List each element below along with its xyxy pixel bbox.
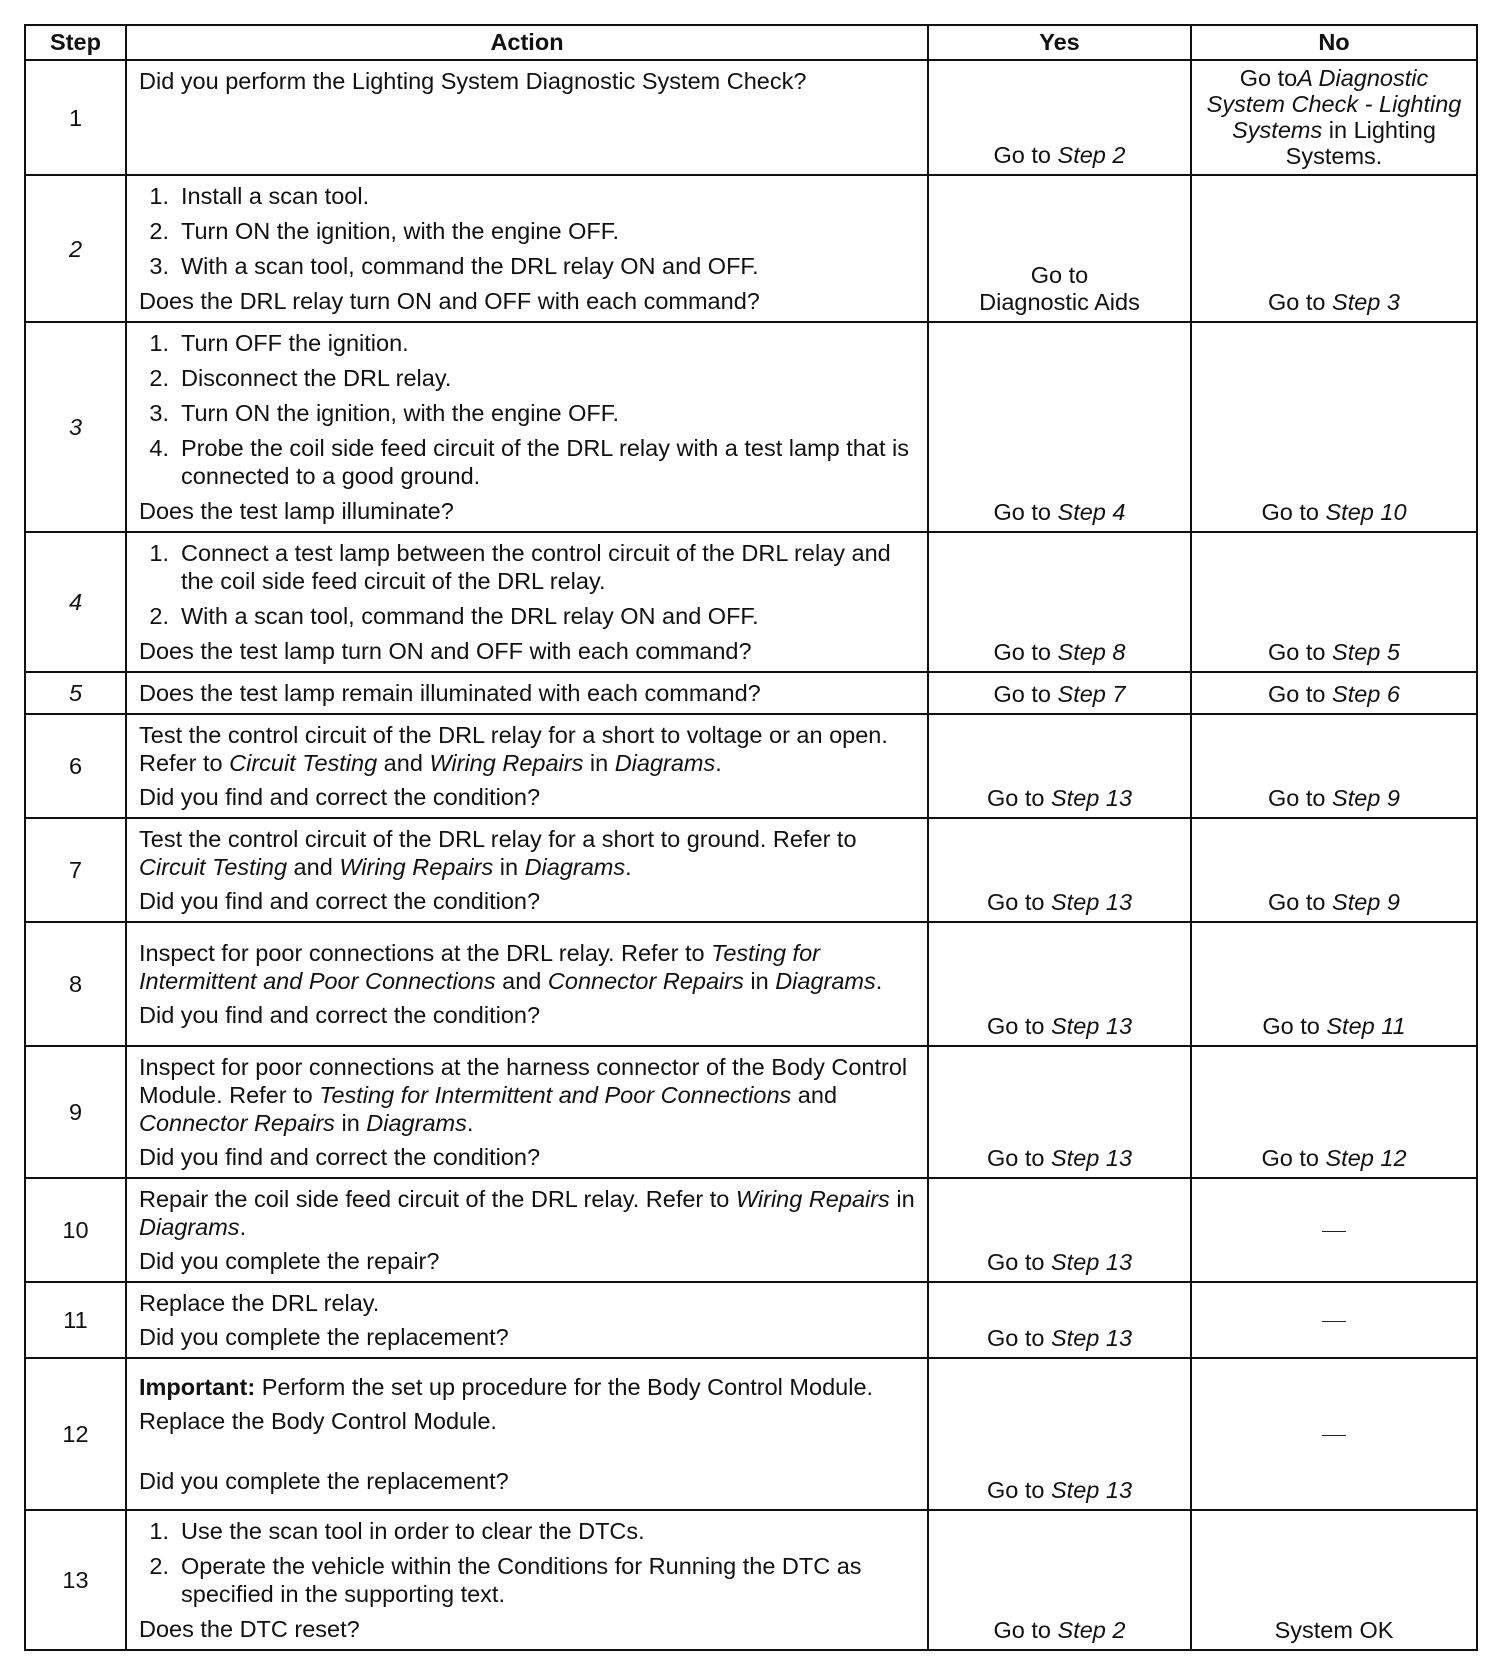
list-item: 1. Use the scan tool in order to clear the DTCs. [149, 1518, 645, 1544]
no-cell [1191, 1510, 1477, 1650]
no-step-ref: Step 9 [1332, 785, 1400, 811]
no-result: System OK [1274, 1617, 1394, 1643]
yes-step-ref: Step 13 [1051, 1249, 1133, 1275]
table-row [25, 322, 1477, 532]
yes-cell [928, 1282, 1191, 1358]
step-number: 4 [25, 532, 126, 672]
yes-cell [928, 175, 1191, 322]
action-cell [126, 1358, 928, 1510]
yes-prefix: Go to [993, 499, 1058, 525]
no-step-ref: Step 10 [1325, 499, 1407, 525]
question: Does the test lamp remain illuminated with each command? [139, 680, 761, 706]
yes-line-1: Go to [1030, 262, 1089, 288]
yes-step-ref: Step 2 [1057, 1617, 1126, 1643]
no-prefix: Go to [1239, 65, 1298, 91]
yes-cell [928, 322, 1191, 532]
table-row [25, 922, 1477, 1046]
list-item: 3. With a scan tool, command the DRL relay ON and OFF. [149, 253, 759, 279]
not-applicable-mark [1322, 1435, 1346, 1436]
not-applicable-mark [1322, 1321, 1346, 1322]
no-cell [1191, 1046, 1477, 1178]
no-suffix: in Lighting Systems. [1285, 117, 1436, 169]
list-item: 2. With a scan tool, command the DRL relay ON and OFF. [149, 603, 759, 629]
yes-cell [928, 818, 1191, 922]
list-item: 1. Install a scan tool. [149, 183, 370, 209]
table-row [25, 1178, 1477, 1282]
step-number: 5 [25, 672, 126, 714]
yes-cell [928, 922, 1191, 1046]
question: Does the DTC reset? [139, 1616, 360, 1642]
yes-prefix: Go to [986, 1249, 1051, 1275]
instruction-text: Inspect for poor connections at the harness connector of the Body Control Module. Refer to Testing for Intermittent and Poor Connections and Connector Repairs in Diagrams. [139, 1054, 908, 1136]
yes-step-ref: Step 8 [1057, 639, 1126, 665]
yes-cell [928, 714, 1191, 818]
yes-step-ref: Step 4 [1057, 499, 1126, 525]
no-step-ref: Step 11 [1326, 1013, 1406, 1039]
action-cell [126, 672, 928, 714]
yes-prefix: Go to [993, 639, 1058, 665]
step-list [139, 182, 917, 280]
yes-prefix: Go to [986, 1145, 1051, 1171]
action-cell [126, 1510, 928, 1650]
list-item: 2. Operate the vehicle within the Conditions for Running the DTC as specified in the supporting text. [149, 1553, 862, 1607]
instruction-text: Replace the Body Control Module. [139, 1408, 497, 1434]
list-item: 4. Probe the coil side feed circuit of the DRL relay with a test lamp that is connected to a good ground. [149, 435, 909, 489]
table-row [25, 818, 1477, 922]
no-prefix: Go to [1261, 499, 1326, 525]
not-applicable-mark [1322, 1231, 1346, 1232]
no-step-ref: Step 5 [1332, 639, 1400, 665]
no-cell [1191, 1358, 1477, 1510]
list-item: 2. Turn ON the ignition, with the engine OFF. [149, 218, 620, 244]
question: Did you find and correct the condition? [139, 1002, 541, 1028]
action-cell [126, 818, 928, 922]
question: Did you find and correct the condition? [139, 1144, 541, 1170]
yes-step-ref: Step 2 [1057, 142, 1126, 168]
table-row [25, 672, 1477, 714]
table-row [25, 60, 1477, 175]
list-item: 3. Turn ON the ignition, with the engine OFF. [149, 400, 620, 426]
question: Does the DRL relay turn ON and OFF with each command? [139, 288, 760, 314]
yes-prefix: Go to [986, 1325, 1051, 1351]
header-yes: Yes [928, 25, 1191, 60]
table-row [25, 1510, 1477, 1650]
yes-prefix: Go to [986, 1477, 1051, 1503]
action-cell [126, 532, 928, 672]
no-step-ref: Step 6 [1332, 681, 1400, 707]
no-step-ref: Step 3 [1332, 289, 1400, 315]
step-list [139, 1517, 917, 1608]
list-item: 1. Turn OFF the ignition. [149, 330, 409, 356]
step-number: 2 [25, 175, 126, 322]
yes-step-ref: Step 13 [1051, 1325, 1133, 1351]
question: Did you find and correct the condition? [139, 784, 541, 810]
yes-prefix: Go to [993, 1617, 1058, 1643]
table-row [25, 1282, 1477, 1358]
table-row [25, 532, 1477, 672]
yes-cell [928, 60, 1191, 175]
action-cell [126, 175, 928, 322]
no-prefix: Go to [1268, 681, 1333, 707]
no-step-ref: Step 12 [1325, 1145, 1407, 1171]
step-number: 13 [25, 1510, 126, 1650]
no-cell [1191, 714, 1477, 818]
step-number: 12 [25, 1358, 126, 1510]
table-row [25, 1046, 1477, 1178]
no-cell [1191, 60, 1477, 175]
yes-prefix: Go to [993, 142, 1058, 168]
question: Does the test lamp turn ON and OFF with each command? [139, 638, 752, 664]
list-item: 1. Connect a test lamp between the control circuit of the DRL relay and the coil side feed circuit of the DRL relay. [149, 540, 891, 594]
no-doc-ref: A Diagnostic System Check - Lighting Systems [1206, 65, 1462, 143]
question: Did you find and correct the condition? [139, 888, 541, 914]
no-prefix: Go to [1261, 1145, 1326, 1171]
no-cell [1191, 1178, 1477, 1282]
action-cell [126, 714, 928, 818]
header-step: Step [25, 25, 126, 60]
instruction-text: Test the control circuit of the DRL relay for a short to voltage or an open. Refer to Circuit Testing and Wiring Repairs in Diagrams. [139, 722, 888, 776]
step-number: 1 [25, 60, 126, 175]
important-label: Important: [139, 1374, 256, 1400]
step-number: 10 [25, 1178, 126, 1282]
yes-prefix: Go to [986, 785, 1051, 811]
yes-step-ref: Step 13 [1051, 1013, 1133, 1039]
no-prefix: Go to [1268, 289, 1333, 315]
question: Did you complete the replacement? [139, 1324, 509, 1350]
action-cell [126, 1282, 928, 1358]
question: Did you perform the Lighting System Diagnostic System Check? [139, 68, 807, 94]
no-cell [1191, 322, 1477, 532]
question: Does the test lamp illuminate? [139, 498, 454, 524]
table-row [25, 714, 1477, 818]
no-prefix: Go to [1268, 785, 1333, 811]
question: Did you complete the repair? [139, 1248, 440, 1274]
yes-cell [928, 1046, 1191, 1178]
instruction-text: Test the control circuit of the DRL relay for a short to ground. Refer to Circuit Testing and Wiring Repairs in Diagrams. [139, 826, 857, 880]
yes-cell [928, 1358, 1191, 1510]
yes-step-ref: Step 7 [1057, 681, 1126, 707]
yes-step-ref: Step 13 [1051, 1477, 1133, 1503]
instruction-text: Replace the DRL relay. [139, 1290, 380, 1316]
instruction-text: Repair the coil side feed circuit of the DRL relay. Refer to Wiring Repairs in Diagrams. [139, 1186, 915, 1240]
no-prefix: Go to [1268, 889, 1333, 915]
no-cell [1191, 922, 1477, 1046]
header-action: Action [126, 25, 928, 60]
no-cell [1191, 818, 1477, 922]
yes-doc-ref: Diagnostic Aids [979, 289, 1140, 315]
table-row [25, 175, 1477, 322]
yes-cell [928, 1510, 1191, 1650]
step-number: 8 [25, 922, 126, 1046]
action-cell [126, 1178, 928, 1282]
step-number: 11 [25, 1282, 126, 1358]
step-number: 3 [25, 322, 126, 532]
action-cell [126, 60, 928, 175]
step-list [139, 539, 917, 630]
yes-cell [928, 532, 1191, 672]
yes-step-ref: Step 13 [1051, 889, 1133, 915]
no-prefix: Go to [1268, 639, 1333, 665]
table-row [25, 1358, 1477, 1510]
no-cell [1191, 672, 1477, 714]
header-row [25, 25, 1477, 60]
step-number: 7 [25, 818, 126, 922]
no-cell [1191, 175, 1477, 322]
yes-prefix: Go to [986, 889, 1051, 915]
diagnostic-table [24, 24, 1478, 1651]
header-no: No [1191, 25, 1477, 60]
yes-prefix: Go to [986, 1013, 1051, 1039]
action-cell [126, 1046, 928, 1178]
no-cell [1191, 1282, 1477, 1358]
no-cell [1191, 532, 1477, 672]
step-list [139, 329, 917, 490]
action-cell [126, 322, 928, 532]
yes-step-ref: Step 13 [1051, 1145, 1133, 1171]
step-number: 9 [25, 1046, 126, 1178]
no-step-ref: Step 9 [1332, 889, 1400, 915]
list-item: 2. Disconnect the DRL relay. [149, 365, 452, 391]
step-number: 6 [25, 714, 126, 818]
important-note [139, 1373, 917, 1401]
important-text: Perform the set up procedure for the Body Control Module. [255, 1374, 874, 1400]
no-prefix: Go to [1262, 1013, 1327, 1039]
yes-cell [928, 1178, 1191, 1282]
instruction-text: Inspect for poor connections at the DRL relay. Refer to Testing for Intermittent and Poor Connections and Connector Repairs in Diagrams. [139, 940, 883, 994]
yes-step-ref: Step 13 [1051, 785, 1133, 811]
yes-cell [928, 672, 1191, 714]
yes-prefix: Go to [993, 681, 1058, 707]
action-cell [126, 922, 928, 1046]
question: Did you complete the replacement? [139, 1468, 509, 1494]
